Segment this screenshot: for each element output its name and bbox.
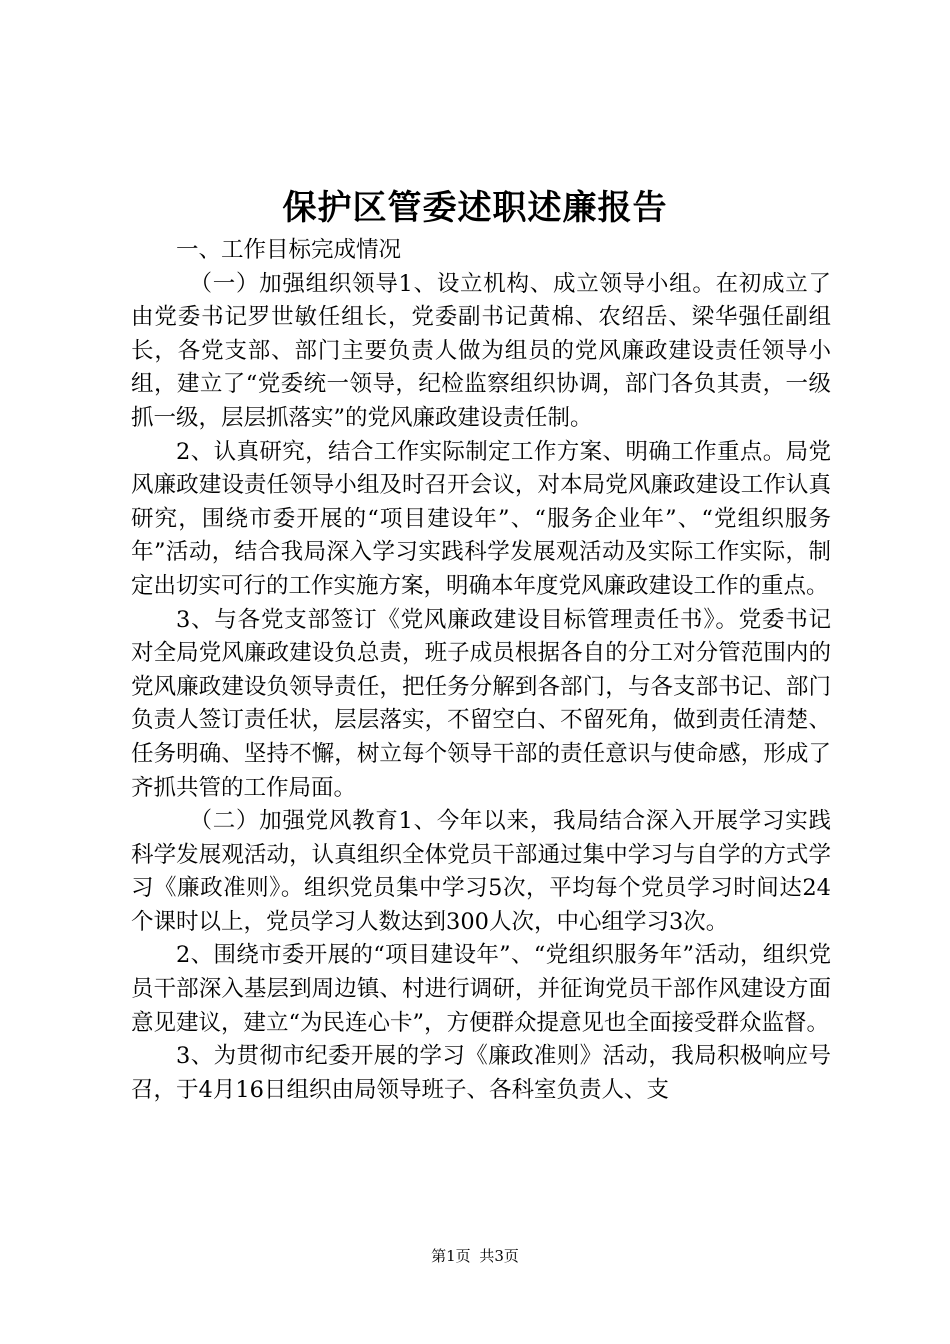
page-total: 共3页 — [479, 1247, 519, 1265]
paragraph: （二）加强党风教育1、今年以来，我局结合深入开展学习实践科学发展观活动，认真组织全体党员干部通过集中学习与自学的方式学习《廉政准则》。组织党员集中学习5次，平均每个党员学习时间达24个课时以上，党员学习人数达到300人次，中心组学习3次。 — [131, 808, 831, 935]
paragraph: （一）加强组织领导1、设立机构、成立领导小组。在初成立了由党委书记罗世敏任组长，党委副书记黄棉、农绍岳、梁华强任副组长，各党支部、部门主要负责人做为组员的党风廉政建设责任领导小组，建立了“党委统一领导，纪检监察组织协调，部门各负其责，一级抓一级，层层抓落实”的党风廉政建设责任制。 — [131, 270, 831, 431]
page-number: 第1页 — [431, 1247, 471, 1265]
paragraph: 2、围绕市委开展的“项目建设年”、“党组织服务年”活动，组织党员干部深入基层到周边镇、村进行调研，并征询党员干部作风建设方面意见建议，建立“为民连心卡”，方便群众提意见也全面接受群众监督。 — [131, 942, 831, 1036]
document-body — [131, 234, 831, 1107]
section-heading: 一、工作目标完成情况 — [176, 237, 402, 263]
paragraph: 3、与各党支部签订《党风廉政建设目标管理责任书》。党委书记对全局党风廉政建设负总责，班子成员根据各自的分工对分管范围内的党风廉政建设负领导责任，把任务分解到各部门，与各支部书记、部门负责人签订责任状，层层落实，不留空白、不留死角，做到责任清楚、任务明确、坚持不懈，树立每个领导干部的责任意识与使命感，形成了齐抓共管的工作局面。 — [131, 606, 831, 801]
document-title: 保护区管委述职述廉报告 — [282, 188, 668, 228]
paragraph: 3、为贯彻市纪委开展的学习《廉政准则》活动，我局积极响应号召，于4月16日组织由局领导班子、各科室负责人、支 — [131, 1043, 831, 1103]
paragraph: 2、认真研究，结合工作实际制定工作方案、明确工作重点。局党风廉政建设责任领导小组及时召开会议，对本局党风廉政建设工作认真研究，围绕市委开展的“项目建设年”、“服务企业年”、“党组织服务年”活动，结合我局深入学习实践科学发展观活动及实际工作实际，制定出切实可行的工作实施方案，明确本年度党风廉政建设工作的重点。 — [131, 438, 831, 599]
page-footer — [0, 1246, 950, 1266]
